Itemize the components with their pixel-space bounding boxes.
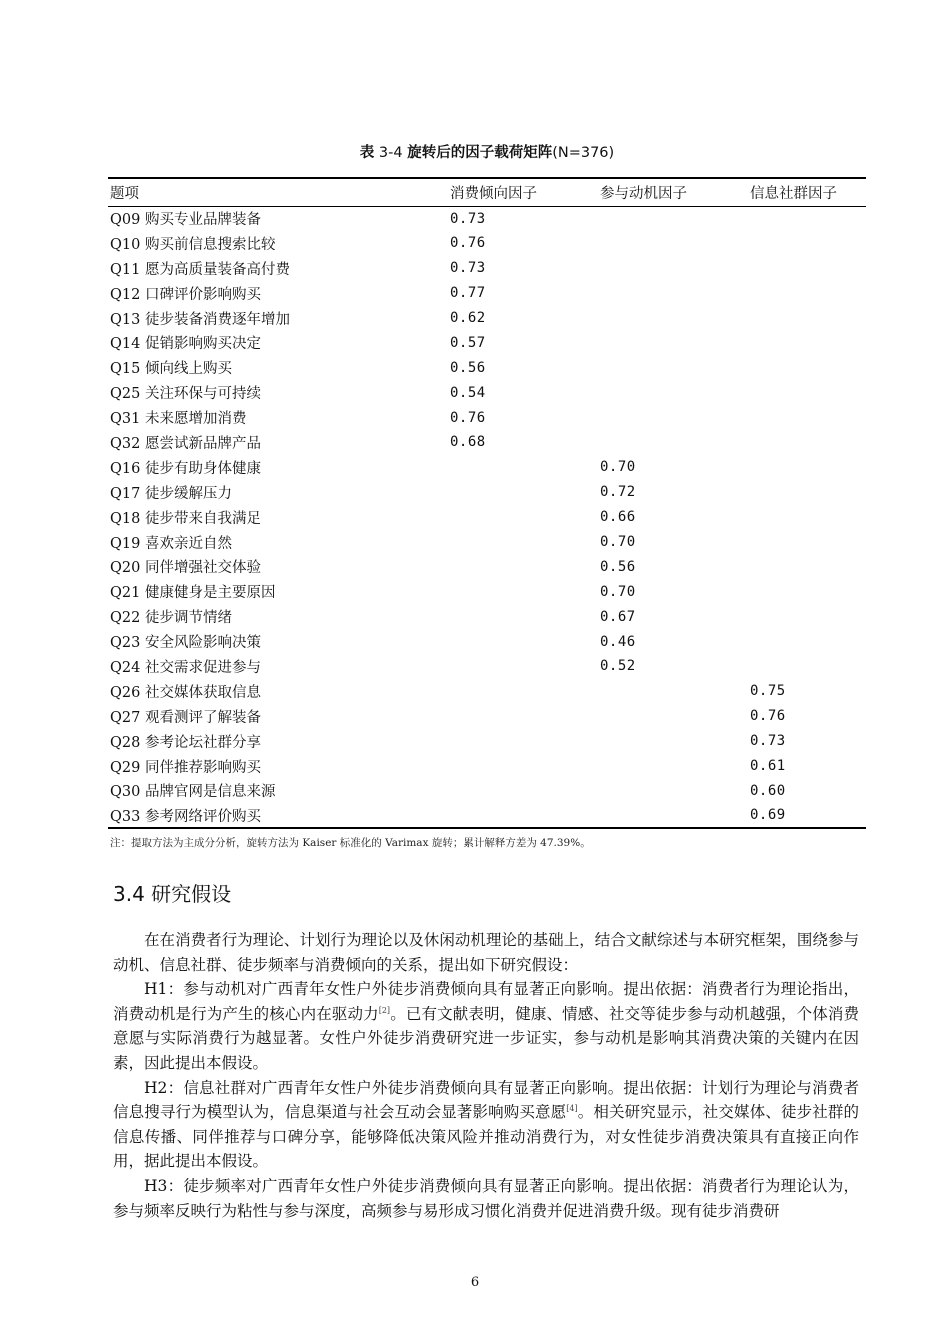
paragraph-text: H2：信息社群对广西青年女性户外徒步消费倾向具有显著正向影响。提出依据：计划行为理论与消费者信息搜寻行为模型认为，信息渠道与社会互动会显著影响购买意愿 <box>113 1078 859 1122</box>
consumption-loading-cell: 0.68 <box>450 434 486 451</box>
motivation-loading-cell: 0.70 <box>600 459 636 476</box>
item-cell: Q31 未来愿增加消费 <box>110 411 247 428</box>
table-row <box>108 505 866 530</box>
table-row <box>108 629 866 654</box>
table-row <box>108 330 866 355</box>
factor-loading-table <box>108 177 866 829</box>
motivation-loading-cell <box>598 306 748 331</box>
information-loading-cell: 0.76 <box>750 708 786 725</box>
consumption-loading-cell <box>448 455 598 480</box>
table-row <box>108 729 866 754</box>
consumption-loading-cell: 0.77 <box>450 285 486 302</box>
paragraph-text-cont: 。相关研究显示，社交媒体、徒步社群的信息传播、同伴推荐与口碑分享，能够降低决策风险并推动消费行为，对女性徒步消费决策具有直接正向作用，据此提出本假设。 <box>113 1103 859 1171</box>
information-loading-cell <box>748 554 866 579</box>
consumption-loading-cell <box>448 554 598 579</box>
table-row <box>108 281 866 306</box>
item-cell: Q09 购买专业品牌装备 <box>110 212 261 229</box>
information-loading-cell: 0.73 <box>750 733 786 750</box>
item-cell: Q32 愿尝试新品牌产品 <box>110 435 261 452</box>
motivation-loading-cell: 0.70 <box>600 583 636 600</box>
item-cell: Q23 安全风险影响决策 <box>110 635 261 652</box>
motivation-loading-cell <box>598 355 748 380</box>
header-item: 题项 <box>108 178 448 206</box>
consumption-loading-cell: 0.76 <box>450 409 486 426</box>
paragraph-text: H3：徒步频率对广西青年女性户外徒步消费倾向具有显著正向影响。提出依据：消费者行为理论认为，参与频率反映行为粘性与参与深度，高频参与易形成习惯化消费并促进消费升级。现有徒步消费研 <box>113 1176 859 1220</box>
information-loading-cell <box>748 306 866 331</box>
table-row <box>108 554 866 579</box>
paragraph-intro <box>113 928 859 977</box>
paragraph-h1 <box>113 977 859 1075</box>
paragraph-text-cont: 。已有文献表明，健康、情感、社交等徒步参与动机越强，个体消费意愿与实际消费行为越显著。女性户外徒步消费研究进一步证实，参与动机是影响其消费决策的关键内在因素，因此提出本假设。 <box>113 1004 859 1072</box>
item-cell: Q18 徒步带来自我满足 <box>110 510 261 527</box>
table-row <box>108 355 866 380</box>
consumption-loading-cell <box>448 729 598 754</box>
table-row <box>108 778 866 803</box>
table-row <box>108 654 866 679</box>
table-row <box>108 430 866 455</box>
consumption-loading-cell <box>448 654 598 679</box>
item-cell: Q27 观看测评了解装备 <box>110 709 261 726</box>
motivation-loading-cell <box>598 405 748 430</box>
table-row <box>108 455 866 480</box>
table-caption-suffix: (N=376) <box>552 145 615 161</box>
motivation-loading-cell: 0.46 <box>600 633 636 650</box>
motivation-loading-cell: 0.52 <box>600 658 636 675</box>
header-motivation-factor: 参与动机因子 <box>598 178 748 206</box>
table-caption-text: 旋转后的因子载荷矩阵 <box>407 145 553 161</box>
information-loading-cell <box>748 430 866 455</box>
consumption-loading-cell <box>448 505 598 530</box>
information-loading-cell <box>748 231 866 256</box>
consumption-loading-cell <box>448 754 598 779</box>
motivation-loading-cell <box>598 380 748 405</box>
motivation-loading-cell: 0.70 <box>600 534 636 551</box>
consumption-loading-cell <box>448 604 598 629</box>
citation: [4] <box>566 1104 578 1114</box>
consumption-loading-cell: 0.73 <box>450 260 486 277</box>
body-text <box>113 928 859 1223</box>
information-loading-cell <box>748 256 866 281</box>
information-loading-cell <box>748 355 866 380</box>
consumption-loading-cell: 0.57 <box>450 334 486 351</box>
item-cell: Q30 品牌官网是信息来源 <box>110 784 276 801</box>
information-loading-cell: 0.69 <box>748 803 866 828</box>
table-row <box>108 206 866 231</box>
item-cell: Q14 促销影响购买决定 <box>110 336 261 353</box>
item-cell: Q20 同伴增强社交体验 <box>110 560 261 577</box>
motivation-loading-cell <box>598 256 748 281</box>
paragraph-text: H1：参与动机对广西青年女性户外徒步消费倾向具有显著正向影响。提出依据：消费者行为理论指出，消费动机是行为产生的核心内在驱动力 <box>113 980 859 1023</box>
consumption-loading-cell <box>448 704 598 729</box>
table-row <box>108 704 866 729</box>
item-cell: Q22 徒步调节情绪 <box>110 610 232 627</box>
information-loading-cell <box>748 530 866 555</box>
table-row <box>108 803 866 828</box>
item-cell: Q16 徒步有助身体健康 <box>110 460 261 477</box>
item-cell: Q13 徒步装备消费逐年增加 <box>110 311 290 328</box>
consumption-loading-cell: 0.62 <box>450 310 486 326</box>
motivation-loading-cell: 0.72 <box>600 484 636 501</box>
consumption-loading-cell: 0.76 <box>450 235 486 252</box>
information-loading-cell <box>748 654 866 679</box>
motivation-loading-cell: 0.56 <box>600 558 636 575</box>
information-loading-cell <box>748 629 866 654</box>
information-loading-cell <box>748 206 866 231</box>
item-cell: Q24 社交需求促进参与 <box>110 659 261 676</box>
item-cell: Q26 社交媒体获取信息 <box>110 684 261 701</box>
consumption-loading-cell <box>448 679 598 704</box>
information-loading-cell: 0.61 <box>750 758 786 775</box>
information-loading-cell <box>748 380 866 405</box>
motivation-loading-cell <box>598 754 748 779</box>
table-header-row <box>108 178 866 206</box>
item-cell: Q29 同伴推荐影响购买 <box>110 759 261 776</box>
information-loading-cell <box>748 281 866 306</box>
table-row <box>108 480 866 505</box>
motivation-loading-cell <box>598 206 748 231</box>
item-cell: Q25 关注环保与可持续 <box>110 386 261 403</box>
information-loading-cell: 0.60 <box>750 782 786 799</box>
motivation-loading-cell <box>598 803 748 828</box>
motivation-loading-cell <box>598 679 748 704</box>
consumption-loading-cell: 0.56 <box>450 359 486 376</box>
consumption-loading-cell <box>448 803 598 828</box>
consumption-loading-cell: 0.54 <box>450 384 486 401</box>
header-information-factor: 信息社群因子 <box>748 178 866 206</box>
item-cell: Q28 参考论坛社群分享 <box>110 734 261 751</box>
paragraph-h2 <box>113 1076 859 1174</box>
consumption-loading-cell <box>448 579 598 604</box>
table-row <box>108 380 866 405</box>
table-caption-prefix: 表 <box>359 145 375 161</box>
header-consumption-factor: 消费倾向因子 <box>448 178 598 206</box>
section-heading: 3.4 研究假设 <box>113 882 232 906</box>
motivation-loading-cell <box>598 778 748 803</box>
item-cell: Q11 愿为高质量装备高付费 <box>110 261 290 278</box>
table-note: 注：提取方法为主成分分析，旋转方法为 Kaiser 标准化的 Varimax 旋转；累计解释方差为 47.39%。 <box>110 837 591 849</box>
item-cell: Q33 参考网络评价购买 <box>108 803 448 828</box>
motivation-loading-cell <box>598 330 748 355</box>
consumption-loading-cell: 0.73 <box>450 210 486 227</box>
motivation-loading-cell <box>598 430 748 455</box>
table-row <box>108 579 866 604</box>
item-cell: Q17 徒步缓解压力 <box>110 485 232 502</box>
table-body <box>108 206 866 828</box>
item-cell: Q19 喜欢亲近自然 <box>110 535 232 552</box>
information-loading-cell: 0.75 <box>750 683 786 700</box>
item-cell: Q21 健康健身是主要原因 <box>110 585 276 602</box>
citation: [2] <box>378 1005 391 1015</box>
table-row <box>108 231 866 256</box>
table-row <box>108 679 866 704</box>
table-caption-number: 3-4 <box>374 145 408 161</box>
consumption-loading-cell <box>448 778 598 803</box>
table-row <box>108 306 866 331</box>
motivation-loading-cell <box>598 281 748 306</box>
table-row <box>108 530 866 555</box>
item-cell: Q12 口碑评价影响购买 <box>110 286 261 303</box>
information-loading-cell <box>748 455 866 480</box>
motivation-loading-cell <box>598 231 748 256</box>
item-cell: Q15 倾向线上购买 <box>110 361 232 378</box>
information-loading-cell <box>748 405 866 430</box>
information-loading-cell <box>748 480 866 505</box>
information-loading-cell <box>748 330 866 355</box>
consumption-loading-cell <box>448 480 598 505</box>
information-loading-cell <box>748 579 866 604</box>
motivation-loading-cell: 0.67 <box>600 608 636 625</box>
table-row <box>108 604 866 629</box>
paragraph-text: 在在消费者行为理论、计划行为理论以及休闲动机理论的基础上，结合文献综述与本研究框架，围绕参与动机、信息社群、徒步频率与消费倾向的关系，提出如下研究假设： <box>113 931 859 974</box>
motivation-loading-cell: 0.66 <box>600 509 636 526</box>
motivation-loading-cell <box>598 704 748 729</box>
table-caption <box>108 141 866 162</box>
information-loading-cell <box>748 604 866 629</box>
motivation-loading-cell <box>598 729 748 754</box>
item-cell: Q10 购买前信息搜索比较 <box>110 236 276 253</box>
information-loading-cell <box>748 505 866 530</box>
table-row <box>108 405 866 430</box>
table-row <box>108 256 866 281</box>
page-number: 6 <box>470 1275 480 1290</box>
table-row <box>108 754 866 779</box>
consumption-loading-cell <box>448 530 598 555</box>
paragraph-h3 <box>113 1174 859 1223</box>
consumption-loading-cell <box>448 629 598 654</box>
